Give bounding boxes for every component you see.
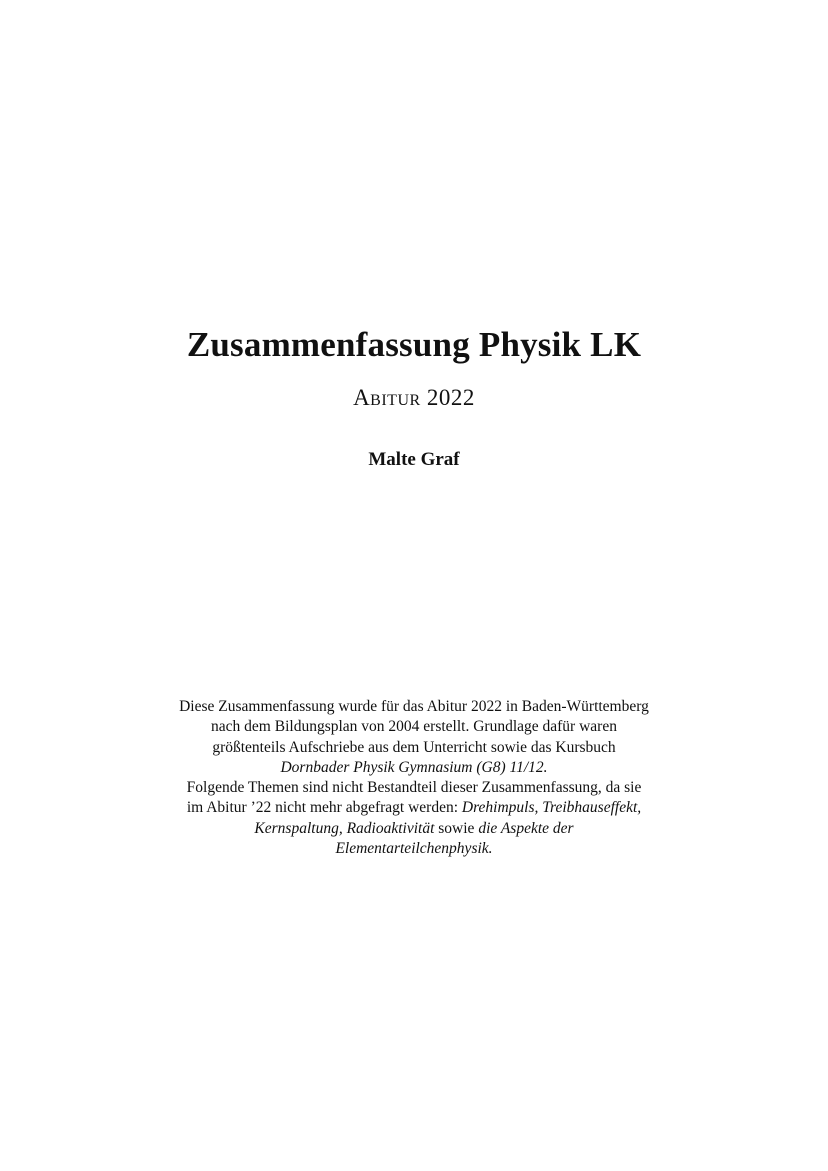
abstract xyxy=(140,697,688,859)
abstract-line: Diese Zusammenfassung wurde für das Abitur 2022 in Baden-Württemberg xyxy=(179,698,649,715)
excluded-topics: Drehimpuls, Treibhauseffekt, xyxy=(461,799,642,817)
document-subtitle: Abitur 2022 xyxy=(353,385,475,410)
excluded-aspects: Elementarteilchenphysik xyxy=(335,840,489,858)
abstract-line xyxy=(140,839,688,859)
abstract-line xyxy=(140,819,688,839)
document-author: Malte Graf xyxy=(368,449,460,470)
excluded-aspects: die Aspekte der xyxy=(478,819,574,837)
abstract-text: sowie xyxy=(434,819,479,837)
abstract-line: Folgende Themen sind nicht Bestandteil dieser Zusammenfassung, da sie xyxy=(186,779,642,797)
abstract-text: . xyxy=(488,840,493,858)
excluded-topics: Kernspaltung, Radioaktivität xyxy=(254,819,435,837)
abstract-line: nach dem Bildungsplan von 2004 erstellt. Grundlage dafür waren xyxy=(211,718,617,736)
abstract-line: größtenteils Aufschriebe aus dem Unterricht sowie das Kursbuch xyxy=(212,738,616,756)
textbook-reference: Dornbader Physik Gymnasium (G8) 11/12. xyxy=(280,758,548,776)
abstract-line xyxy=(140,798,688,818)
document-title: Zusammenfassung Physik LK xyxy=(186,325,642,364)
abstract-text: im Abitur ’22 nicht mehr abgefragt werden: xyxy=(186,799,462,817)
